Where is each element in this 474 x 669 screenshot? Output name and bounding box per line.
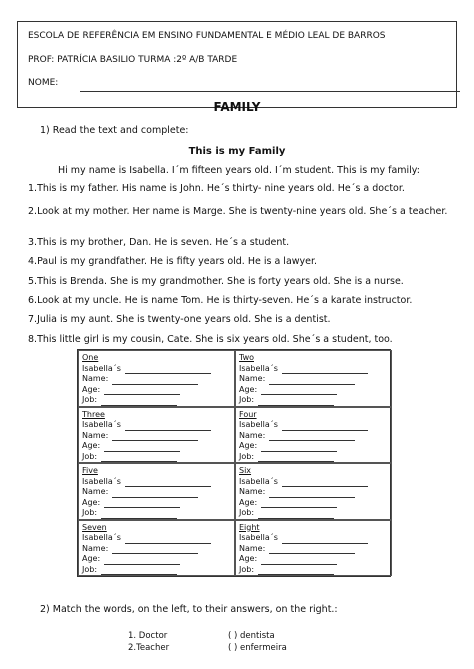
name-label: NOME: [28,78,59,88]
match-row [128,643,287,653]
name-field-label: Name: [239,374,266,384]
relation-label: Isabella´s [82,476,121,486]
age-field-label: Age: [82,384,101,394]
age-field-label: Age: [239,497,258,507]
cell-title: Four [239,409,257,419]
job-blank[interactable] [258,566,334,575]
age-blank[interactable] [104,386,180,395]
intro-text: Hi my name is Isabella. I´m fifteen years old. I´m student. This is my family: [58,165,420,176]
relation-blank[interactable] [125,365,211,374]
sentence-6: 6.Look at my uncle. He is name Tom. He is thirty-seven. He´s a karate instructor. [28,295,413,306]
job-field-label: Job: [82,395,98,405]
age-field-label: Age: [82,554,101,564]
match-left: 1. Doctor [128,631,168,641]
sentence-3: 3.This is my brother, Dan. He is seven. He´s a student. [28,237,290,248]
question-2: 2) Match the words, on the left, to their answers, on the right.: [40,604,338,615]
name-blank[interactable] [269,432,355,441]
sentence-7: 7.Julia is my aunt. She is twenty-one years old. She is a dentist. [28,314,331,325]
sentence-4: 4.Paul is my grandfather. He is fifty years old. He is a lawyer. [28,256,318,267]
cell-title: Five [82,466,98,475]
grid-cell [78,407,235,464]
family-grid [77,349,391,577]
age-field-label: Age: [239,554,258,564]
relation-blank[interactable] [282,422,368,431]
job-blank[interactable] [258,510,334,519]
relation-blank[interactable] [125,535,211,544]
grid-cell [235,520,392,577]
name-blank[interactable] [269,489,355,498]
teacher-class: PROF: PATRÍCIA BASILIO TURMA :2º A/B TARDE [28,55,238,65]
name-field-label: Name: [239,430,266,440]
relation-label: Isabella´s [82,420,121,430]
grid-cell [235,463,392,520]
name-blank[interactable] [112,489,198,498]
age-blank[interactable] [104,443,180,452]
name-field-label: Name: [239,543,266,553]
grid-cell [78,350,235,407]
name-blank[interactable] [269,376,355,385]
job-field-label: Job: [239,564,255,574]
age-field-label: Age: [82,497,101,507]
relation-blank[interactable] [282,535,368,544]
header-box [17,21,457,108]
age-field-label: Age: [239,441,258,451]
match-right[interactable]: ( ) enfermeira [228,643,287,653]
grid-cell [78,520,235,577]
name-blank[interactable] [112,432,198,441]
job-field-label: Job: [239,395,255,405]
match-row [128,631,275,641]
cell-title: Two [239,353,254,362]
age-blank[interactable] [261,499,337,508]
school-name: ESCOLA DE REFERÊNCIA EM ENSINO FUNDAMENTAL E MÉDIO LEAL DE BARROS [28,31,386,41]
name-field-label: Name: [82,487,109,497]
cell-title: Six [239,466,252,475]
relation-label: Isabella´s [82,533,121,543]
relation-blank[interactable] [282,365,368,374]
question-1: 1) Read the text and complete: [40,125,189,136]
age-blank[interactable] [261,443,337,452]
name-field-label: Name: [239,487,266,497]
name-field-label: Name: [82,543,109,553]
name-line[interactable] [80,91,460,92]
name-blank[interactable] [112,376,198,385]
age-blank[interactable] [104,499,180,508]
grid-cell [78,463,235,520]
relation-label: Isabella´s [82,363,121,373]
job-blank[interactable] [101,453,177,462]
match-right[interactable]: ( ) dentista [228,631,275,641]
relation-blank[interactable] [125,422,211,431]
name-field-label: Name: [82,374,109,384]
relation-label: Isabella´s [239,363,278,373]
cell-title: Three [82,409,105,419]
relation-label: Isabella´s [239,533,278,543]
match-left: 2.Teacher [128,643,170,653]
relation-blank[interactable] [282,478,368,487]
job-field-label: Job: [239,508,255,518]
job-field-label: Job: [82,451,98,461]
cell-title: Eight [239,522,260,532]
job-blank[interactable] [101,397,177,406]
name-field-label: Name: [82,430,109,440]
grid-cell [235,407,392,464]
job-blank[interactable] [258,453,334,462]
name-blank[interactable] [269,545,355,554]
cell-title: Seven [82,522,107,532]
cell-title: One [82,353,99,362]
job-field-label: Job: [82,508,98,518]
relation-label: Isabella´s [239,476,278,486]
sentence-2: 2.Look at my mother. Her name is Marge. She is twenty-nine years old. She´s a teacher. [28,206,448,217]
text-title: This is my Family [188,146,286,157]
name-blank[interactable] [112,545,198,554]
job-blank[interactable] [258,397,334,406]
sentence-1: 1.This is my father. His name is John. He´s thirty- nine years old. He´s a doctor. [28,183,405,194]
job-blank[interactable] [101,566,177,575]
sentence-8: 8.This little girl is my cousin, Cate. She is six years old. She´s a student, too. [28,334,393,345]
job-field-label: Job: [82,564,98,574]
age-field-label: Age: [239,384,258,394]
relation-blank[interactable] [125,478,211,487]
age-blank[interactable] [261,386,337,395]
age-blank[interactable] [104,556,180,565]
age-field-label: Age: [82,441,101,451]
relation-label: Isabella´s [239,420,278,430]
job-field-label: Job: [239,451,255,461]
age-blank[interactable] [261,556,337,565]
sentence-5: 5.This is Brenda. She is my grandmother. She is forty years old. She is a nurse. [28,276,404,287]
job-blank[interactable] [101,510,177,519]
page-title: FAMILY [213,100,261,114]
grid-cell [235,350,392,407]
